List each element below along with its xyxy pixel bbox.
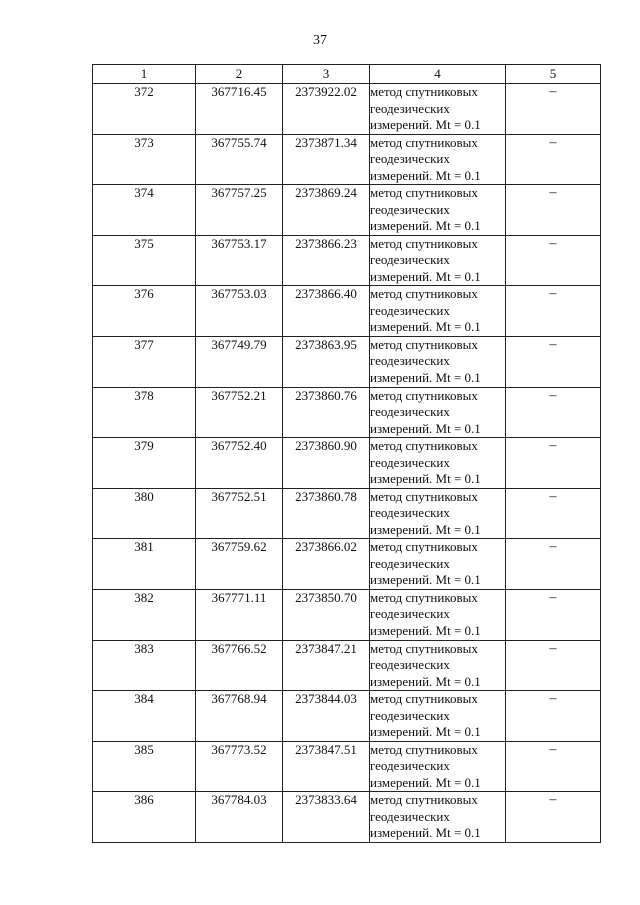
point-number-cell: 372 [93,84,196,135]
table-row [93,235,601,286]
x-coordinate-cell: 367759.62 [196,539,283,590]
point-number-cell: 374 [93,185,196,236]
point-number-cell: 379 [93,438,196,489]
note-cell: – [506,691,601,742]
x-coordinate-cell: 367749.79 [196,336,283,387]
point-number-cell: 376 [93,286,196,337]
page-number: 37 [313,33,327,48]
method-cell: метод спутниковых геодезических измерений. Mt = 0.1 [370,387,506,438]
table-row [93,84,601,135]
table-header-row [93,65,601,84]
y-coordinate-cell: 2373863.95 [283,336,370,387]
point-number-cell: 377 [93,336,196,387]
point-number-cell: 382 [93,589,196,640]
method-cell: метод спутниковых геодезических измерений. Mt = 0.1 [370,134,506,185]
note-cell: – [506,134,601,185]
table-row [93,134,601,185]
table-row [93,336,601,387]
method-cell: метод спутниковых геодезических измерений. Mt = 0.1 [370,84,506,135]
y-coordinate-cell: 2373869.24 [283,185,370,236]
column-header-5: 5 [506,65,601,84]
method-cell: метод спутниковых геодезических измерений. Mt = 0.1 [370,539,506,590]
note-cell: – [506,488,601,539]
y-coordinate-cell: 2373871.34 [283,134,370,185]
point-number-cell: 384 [93,691,196,742]
y-coordinate-cell: 2373866.02 [283,539,370,590]
table-row [93,539,601,590]
y-coordinate-cell: 2373833.64 [283,792,370,843]
method-cell: метод спутниковых геодезических измерений. Mt = 0.1 [370,792,506,843]
point-number-cell: 375 [93,235,196,286]
y-coordinate-cell: 2373860.78 [283,488,370,539]
x-coordinate-cell: 367753.17 [196,235,283,286]
coordinates-table [92,64,601,843]
note-cell: – [506,640,601,691]
x-coordinate-cell: 367752.21 [196,387,283,438]
y-coordinate-cell: 2373860.76 [283,387,370,438]
point-number-cell: 383 [93,640,196,691]
column-header-2: 2 [196,65,283,84]
note-cell: – [506,84,601,135]
note-cell: – [506,741,601,792]
method-cell: метод спутниковых геодезических измерений. Mt = 0.1 [370,488,506,539]
table-row [93,792,601,843]
column-header-1: 1 [93,65,196,84]
method-cell: метод спутниковых геодезических измерений. Mt = 0.1 [370,235,506,286]
y-coordinate-cell: 2373860.90 [283,438,370,489]
table-row [93,691,601,742]
point-number-cell: 385 [93,741,196,792]
note-cell: – [506,387,601,438]
method-cell: метод спутниковых геодезических измерений. Mt = 0.1 [370,691,506,742]
x-coordinate-cell: 367771.11 [196,589,283,640]
y-coordinate-cell: 2373866.40 [283,286,370,337]
x-coordinate-cell: 367773.52 [196,741,283,792]
x-coordinate-cell: 367753.03 [196,286,283,337]
x-coordinate-cell: 367755.74 [196,134,283,185]
point-number-cell: 381 [93,539,196,590]
table-row [93,640,601,691]
method-cell: метод спутниковых геодезических измерений. Mt = 0.1 [370,640,506,691]
note-cell: – [506,792,601,843]
note-cell: – [506,235,601,286]
table-row [93,741,601,792]
y-coordinate-cell: 2373922.02 [283,84,370,135]
method-cell: метод спутниковых геодезических измерений. Mt = 0.1 [370,438,506,489]
note-cell: – [506,286,601,337]
table-row [93,185,601,236]
table-row [93,387,601,438]
point-number-cell: 373 [93,134,196,185]
point-number-cell: 378 [93,387,196,438]
point-number-cell: 380 [93,488,196,539]
x-coordinate-cell: 367757.25 [196,185,283,236]
x-coordinate-cell: 367752.51 [196,488,283,539]
y-coordinate-cell: 2373847.21 [283,640,370,691]
y-coordinate-cell: 2373847.51 [283,741,370,792]
method-cell: метод спутниковых геодезических измерений. Mt = 0.1 [370,185,506,236]
point-number-cell: 386 [93,792,196,843]
column-header-3: 3 [283,65,370,84]
table-row [93,438,601,489]
column-header-4: 4 [370,65,506,84]
method-cell: метод спутниковых геодезических измерений. Mt = 0.1 [370,589,506,640]
method-cell: метод спутниковых геодезических измерений. Mt = 0.1 [370,286,506,337]
x-coordinate-cell: 367766.52 [196,640,283,691]
note-cell: – [506,438,601,489]
y-coordinate-cell: 2373866.23 [283,235,370,286]
y-coordinate-cell: 2373844.03 [283,691,370,742]
x-coordinate-cell: 367784.03 [196,792,283,843]
note-cell: – [506,589,601,640]
method-cell: метод спутниковых геодезических измерений. Mt = 0.1 [370,741,506,792]
table-row [93,286,601,337]
x-coordinate-cell: 367768.94 [196,691,283,742]
x-coordinate-cell: 367752.40 [196,438,283,489]
y-coordinate-cell: 2373850.70 [283,589,370,640]
note-cell: – [506,539,601,590]
note-cell: – [506,336,601,387]
x-coordinate-cell: 367716.45 [196,84,283,135]
note-cell: – [506,185,601,236]
table-row [93,589,601,640]
method-cell: метод спутниковых геодезических измерений. Mt = 0.1 [370,336,506,387]
table-row [93,488,601,539]
